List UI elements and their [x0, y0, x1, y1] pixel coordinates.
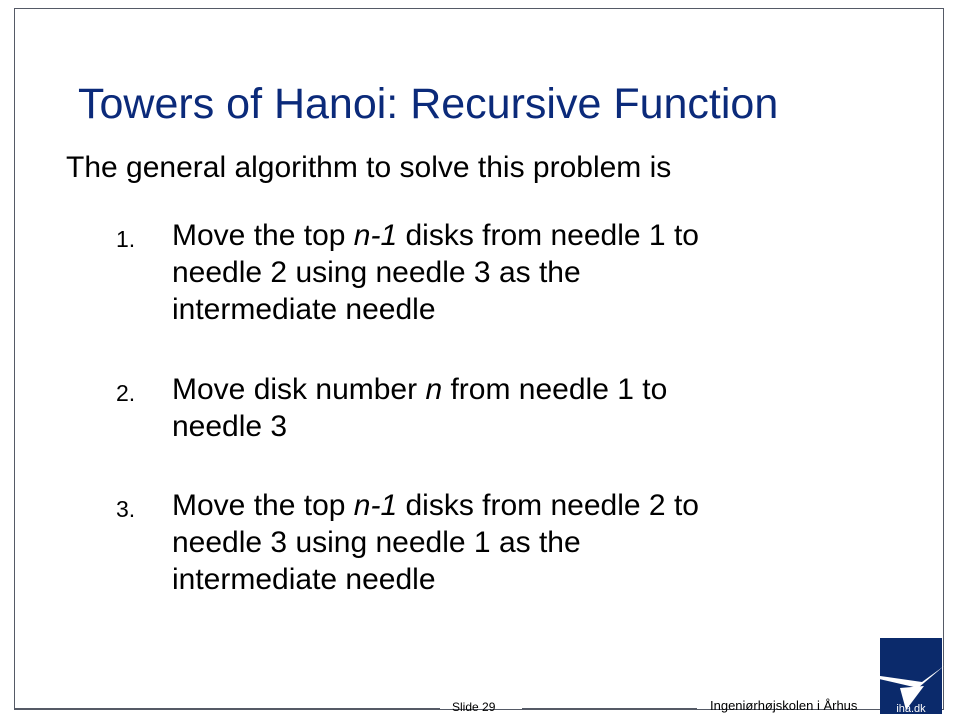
step-italic-term: n	[425, 373, 443, 406]
step-text-part: Move the top	[172, 219, 354, 252]
step-text	[172, 217, 862, 328]
step-italic-term: n-1	[353, 219, 398, 252]
step-text-part: Move the top	[172, 489, 354, 522]
step-line	[172, 217, 862, 254]
step-line: intermediate needle	[172, 293, 436, 326]
step-line: needle 3	[172, 410, 288, 443]
step-line: needle 3 using needle 1 as the	[172, 526, 581, 559]
step-line: needle 2 using needle 3 as the	[172, 256, 581, 289]
step-text-part: disks from needle 1 to	[397, 219, 699, 252]
logo-text: iha.dk	[896, 703, 926, 715]
step-number: 1.	[116, 226, 136, 252]
school-name: Ingeniørhøjskolen i Århus	[710, 698, 858, 713]
step-text-part: from needle 1 to	[442, 373, 668, 406]
step-line	[172, 487, 862, 524]
step-text	[172, 487, 862, 598]
step-line	[172, 371, 862, 408]
slide-title: Towers of Hanoi: Recursive Function	[78, 80, 779, 128]
step-text-part: disks from needle 2 to	[397, 489, 699, 522]
step-number: 3.	[116, 496, 136, 522]
footer-divider-right	[522, 708, 697, 709]
step-italic-term: n-1	[353, 489, 398, 522]
footer-divider-left	[14, 708, 440, 709]
step-line: intermediate needle	[172, 563, 436, 596]
intro-text: The general algorithm to solve this problem is	[66, 151, 672, 184]
slide-number: Slide 29	[452, 700, 496, 714]
step-text	[172, 371, 862, 445]
step-number: 2.	[116, 380, 136, 406]
iha-bird-logo-icon	[866, 636, 944, 716]
step-text-part: Move disk number	[172, 373, 426, 406]
